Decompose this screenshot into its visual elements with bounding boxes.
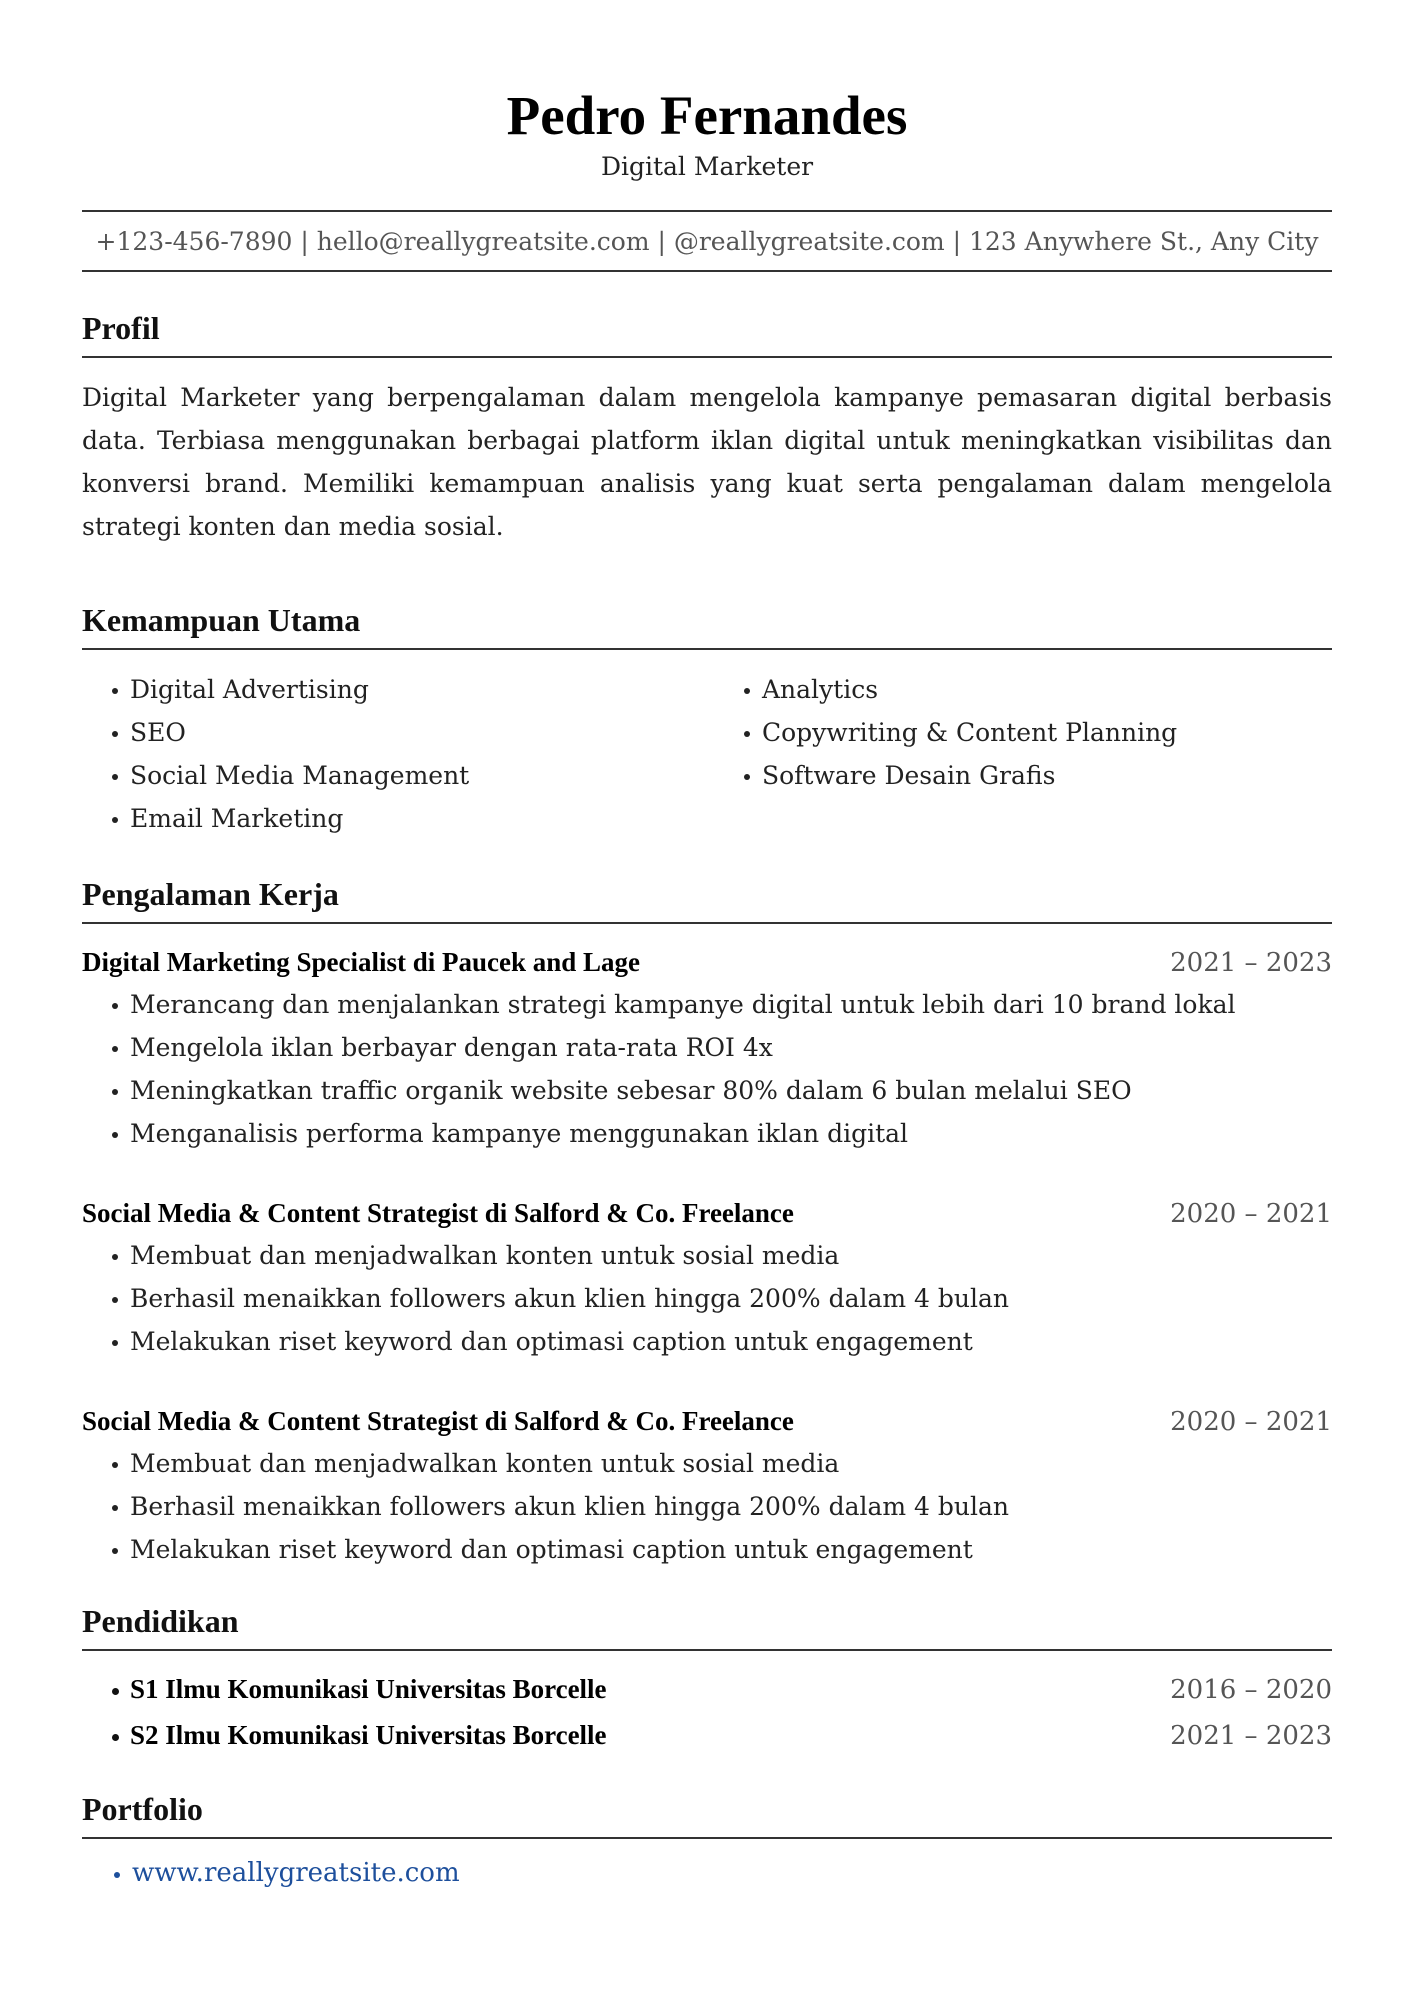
job-points (82, 1442, 1332, 1571)
skill-item: Software Desain Grafis (714, 754, 1332, 797)
degree-name: S2 Ilmu Komunikasi Universitas Borcelle (130, 1720, 607, 1750)
portfolio-link[interactable]: www.reallygreatsite.com (132, 1858, 460, 1888)
portfolio-list (82, 1853, 1332, 1893)
job-header (82, 942, 1332, 983)
candidate-role: Digital Marketer (600, 152, 814, 181)
skill-item: Digital Advertising (82, 668, 714, 711)
job-title: Digital Marketing Specialist di Paucek and Lage (82, 947, 641, 977)
job-point: Menganalisis performa kampanye menggunakan iklan digital (82, 1112, 1332, 1155)
skills-grid (82, 668, 1332, 840)
job-point: Membuat dan menjadwalkan konten untuk sosial media (82, 1442, 1332, 1485)
education-section (82, 1601, 1332, 1759)
job-entry (82, 1193, 1332, 1363)
education-item (82, 1713, 1332, 1759)
degree-date: 2021 – 2023 (1170, 1721, 1332, 1751)
education-item (82, 1667, 1332, 1713)
skills-column-right (714, 668, 1332, 840)
job-date: 2021 – 2023 (1170, 948, 1332, 978)
job-points (82, 983, 1332, 1155)
job-header (82, 1401, 1332, 1442)
job-point: Membuat dan menjadwalkan konten untuk sosial media (82, 1234, 1332, 1277)
job-point: Merancang dan menjalankan strategi kampanye digital untuk lebih dari 10 brand lokal (82, 983, 1332, 1026)
profile-heading: Profil (82, 308, 1332, 358)
job-point: Berhasil menaikkan followers akun klien hingga 200% dalam 4 bulan (82, 1485, 1332, 1528)
experience-heading: Pengalaman Kerja (82, 874, 1332, 924)
job-points (82, 1234, 1332, 1363)
job-entry (82, 1401, 1332, 1571)
job-title: Social Media & Content Strategist di Salford & Co. Freelance (82, 1406, 794, 1436)
skill-item: Copywriting & Content Planning (714, 711, 1332, 754)
resume-header (82, 84, 1332, 272)
education-list (82, 1667, 1332, 1759)
skills-column-left (82, 668, 714, 840)
skills-heading: Kemampuan Utama (82, 600, 1332, 650)
job-point: Mengelola iklan berbayar dengan rata-rata ROI 4x (82, 1026, 1332, 1069)
job-header (82, 1193, 1332, 1234)
candidate-name: Pedro Fernandes (506, 85, 908, 146)
profile-summary: Digital Marketer yang berpengalaman dalam mengelola kampanye pemasaran digital berbasis data. Terbiasa menggunakan berbagai platform iklan digital untuk meningkatkan visibilitas dan konversi brand. Memiliki kemampuan analisis yang kuat serta pengalaman dalam mengelola strategi konten dan media sosial. (82, 383, 1332, 541)
education-heading: Pendidikan (82, 1601, 1332, 1651)
job-point: Melakukan riset keyword dan optimasi caption untuk engagement (82, 1320, 1332, 1363)
skill-item: Email Marketing (82, 797, 714, 840)
profile-section (82, 308, 1332, 548)
skill-item: SEO (82, 711, 714, 754)
job-date: 2020 – 2021 (1170, 1407, 1332, 1437)
portfolio-item (82, 1853, 1332, 1893)
job-date: 2020 – 2021 (1170, 1199, 1332, 1229)
portfolio-heading: Portfolio (82, 1789, 1332, 1839)
skills-section (82, 600, 1332, 840)
job-entry (82, 942, 1332, 1155)
job-point: Meningkatkan traffic organik website sebesar 80% dalam 6 bulan melalui SEO (82, 1069, 1332, 1112)
portfolio-section (82, 1789, 1332, 1893)
degree-date: 2016 – 2020 (1170, 1675, 1332, 1705)
degree-name: S1 Ilmu Komunikasi Universitas Borcelle (130, 1674, 607, 1704)
job-title: Social Media & Content Strategist di Salford & Co. Freelance (82, 1198, 794, 1228)
contact-info: +123-456-7890 | hello@reallygreatsite.com | @reallygreatsite.com | 123 Anywhere St., Any City (82, 210, 1332, 272)
skill-item: Social Media Management (82, 754, 714, 797)
experience-section (82, 874, 1332, 1571)
job-point: Berhasil menaikkan followers akun klien hingga 200% dalam 4 bulan (82, 1277, 1332, 1320)
skill-item: Analytics (714, 668, 1332, 711)
job-point: Melakukan riset keyword dan optimasi caption untuk engagement (82, 1528, 1332, 1571)
